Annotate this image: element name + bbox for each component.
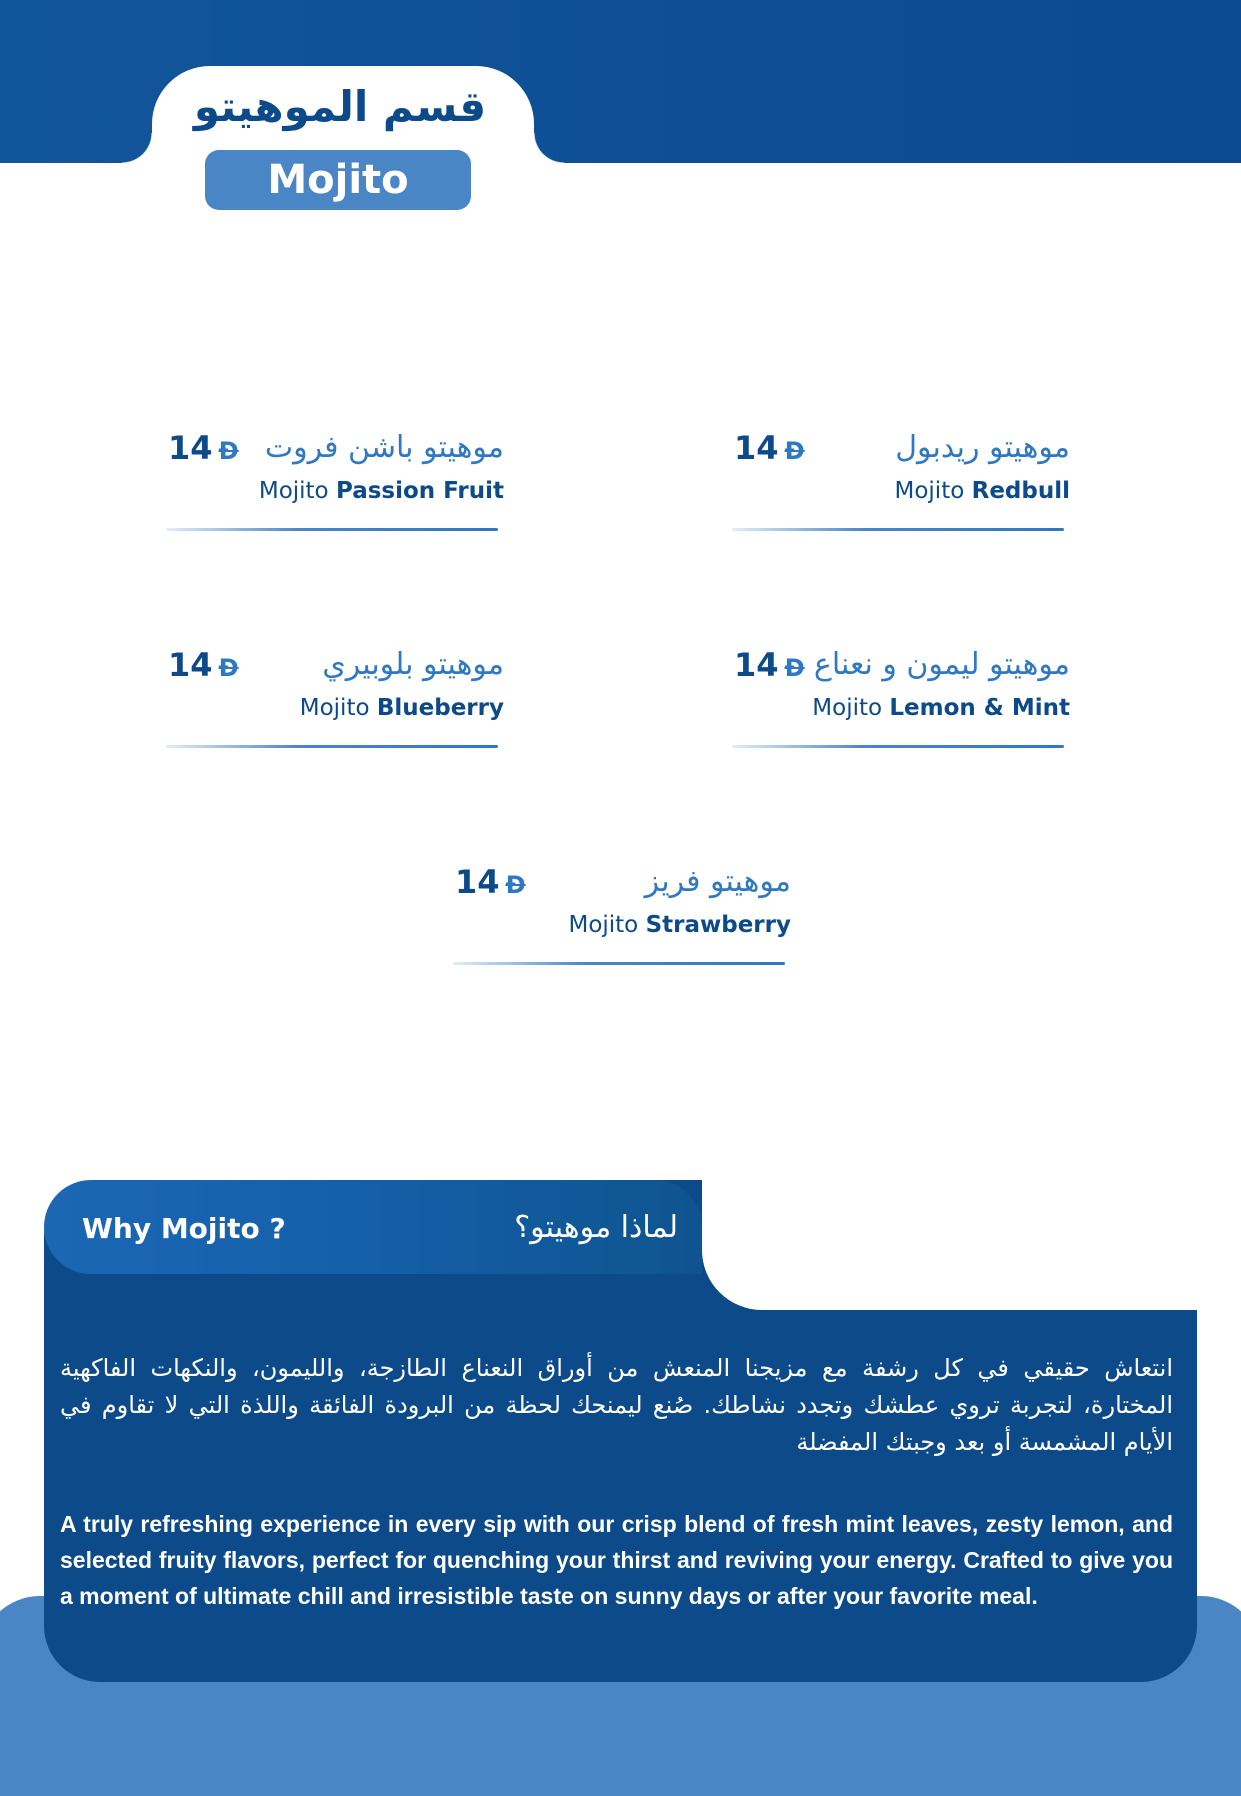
menu-item-strawberry <box>453 858 793 978</box>
item-name-arabic: موهيتو بلوبيري <box>322 647 504 682</box>
price: 14 Đ <box>734 646 805 684</box>
dirham-sign-icon: Đ <box>218 437 239 465</box>
divider <box>732 745 1064 748</box>
item-name-arabic: موهيتو فريز <box>644 864 791 899</box>
item-name-arabic: موهيتو ريدبول <box>895 430 1070 465</box>
dirham-sign-icon: Đ <box>218 654 239 682</box>
dirham-sign-icon: Đ <box>784 437 805 465</box>
divider <box>166 745 498 748</box>
price: 14 Đ <box>734 429 805 467</box>
item-name-arabic: موهيتو ليمون و نعناع <box>813 647 1070 682</box>
page-title-arabic: قسم الموهيتو <box>193 82 487 131</box>
menu-item-passion-fruit <box>166 424 506 544</box>
menu-item-blueberry <box>166 641 506 761</box>
price: 14 Đ <box>168 646 239 684</box>
menu-item-lemon-mint <box>732 641 1072 761</box>
price: 14 Đ <box>455 863 526 901</box>
why-panel-notch <box>702 1180 1197 1310</box>
why-body-english: A truly refreshing experience in every sip with our crisp blend of fresh mint leaves, zesty lemon, and selected fruity flavors, perfect for quenching your thirst and reviving your energy. Crafted to give you a moment of ultimate chill and irresistible taste on sunny days or after your favorite meal. <box>60 1511 1173 1609</box>
why-heading-english: Why Mojito ? <box>82 1212 286 1245</box>
item-name-english: Mojito Passion Fruit <box>258 478 504 504</box>
item-name-english: Mojito Blueberry <box>299 695 504 721</box>
item-name-arabic: موهيتو باشن فروت <box>264 430 504 465</box>
page-title-english: Mojito <box>205 150 471 210</box>
header-tab-corner-left <box>122 133 152 163</box>
menu-item-redbull <box>732 424 1072 544</box>
why-heading-arabic: لماذا موهيتو؟ <box>514 1210 678 1245</box>
item-name-english: Mojito Lemon & Mint <box>812 695 1070 721</box>
divider <box>166 528 498 531</box>
price: 14 Đ <box>168 429 239 467</box>
item-name-english: Mojito Strawberry <box>568 912 791 938</box>
item-name-english: Mojito Redbull <box>894 478 1070 504</box>
why-body-arabic: انتعاش حقيقي في كل رشفة مع مزيجنا المنعش من أوراق النعناع الطازجة، والليمون، والنكهات الفاكهية المختارة، لتجربة تروي عطشك وتجدد نشاطك. صُنع ليمنحك لحظة من البرودة الفائقة واللذة التي لا تقاوم في الأيام المشمسة أو بعد وجبتك المفضلة <box>60 1354 1173 1456</box>
divider <box>732 528 1064 531</box>
header-tab-corner-right <box>534 133 564 163</box>
dirham-sign-icon: Đ <box>505 871 526 899</box>
divider <box>453 962 785 965</box>
dirham-sign-icon: Đ <box>784 654 805 682</box>
